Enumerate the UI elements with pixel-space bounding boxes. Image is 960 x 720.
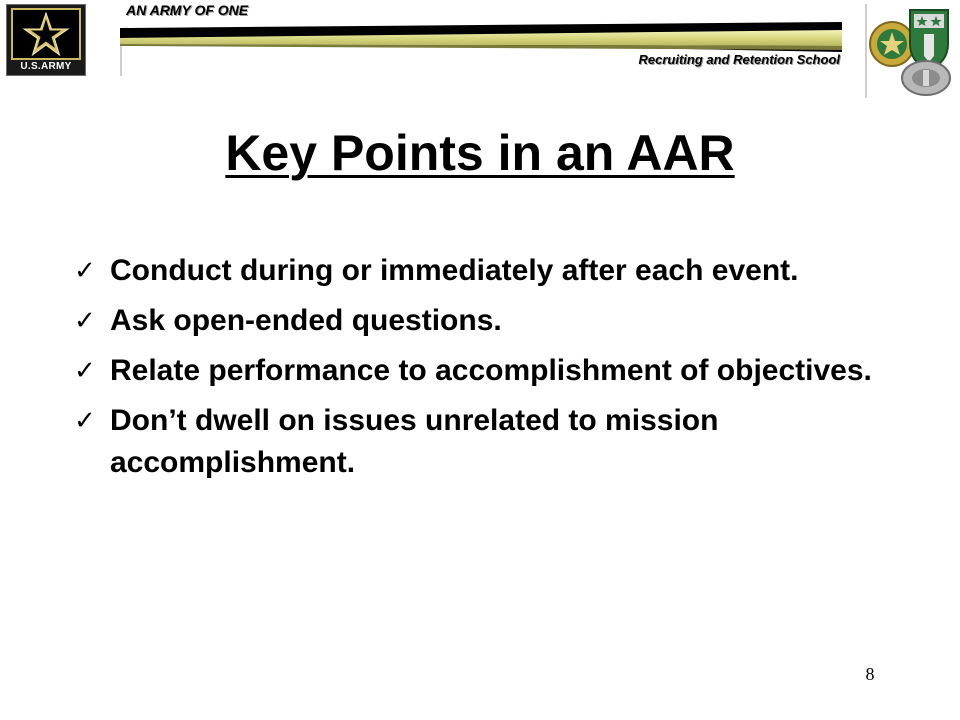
bullet-item xyxy=(72,350,872,392)
tagline: AN ARMY OF ONE xyxy=(126,2,249,18)
header-banner xyxy=(120,22,842,76)
insignia-icon xyxy=(864,4,954,98)
school-name: Recruiting and Retention School xyxy=(638,52,840,67)
bullet-text: Relate performance to accomplishment of objectives. xyxy=(110,354,872,387)
page-number: 8 xyxy=(865,664,875,684)
slide-title-text: Key Points in an AAR xyxy=(225,125,735,181)
slide-title xyxy=(0,122,960,184)
bullet-text: Don’t dwell on issues unrelated to mission accomplishment. xyxy=(110,404,719,479)
bullet-list xyxy=(72,250,872,492)
bullet-item xyxy=(72,400,872,484)
bullet-text: Ask open-ended questions. xyxy=(110,304,502,337)
logo-wordmark: U.S.ARMY xyxy=(20,61,72,72)
check-icon: ✓ xyxy=(74,356,96,386)
check-icon: ✓ xyxy=(74,406,96,436)
bullet-item xyxy=(72,300,872,342)
check-icon: ✓ xyxy=(74,256,96,286)
bullet-text: Conduct during or immediately after each event. xyxy=(110,254,799,287)
check-icon: ✓ xyxy=(74,306,96,336)
bullet-item xyxy=(72,250,872,292)
us-army-logo xyxy=(6,4,86,76)
